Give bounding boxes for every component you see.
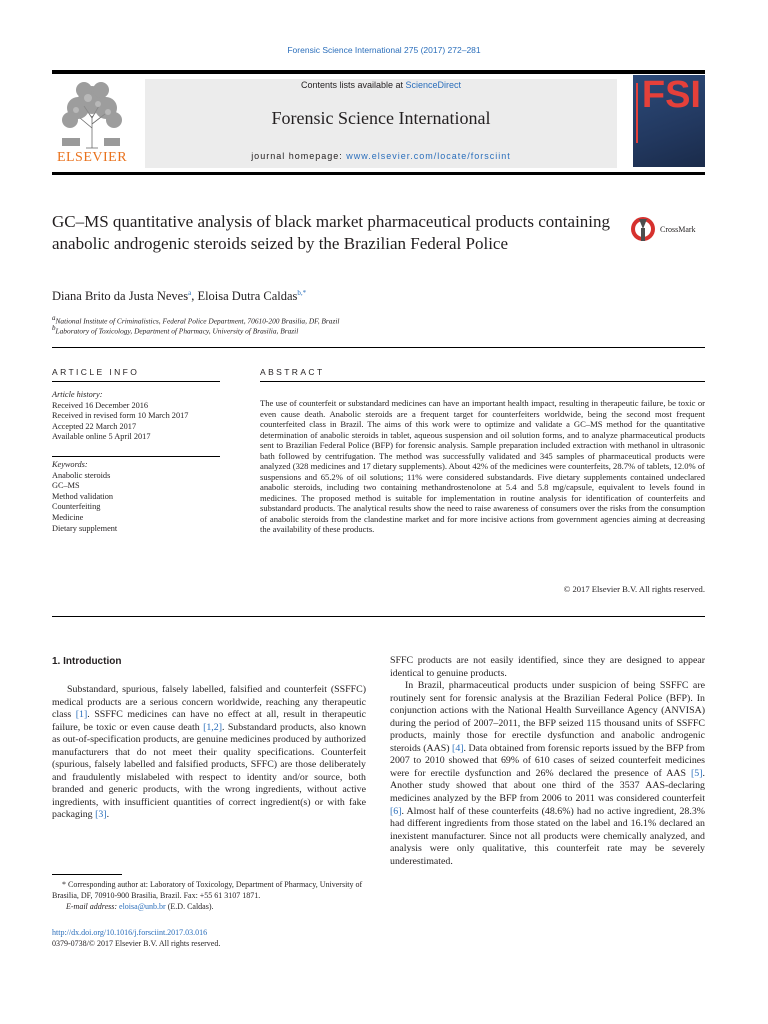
- journal-cover-image: [633, 75, 705, 167]
- keyword: Dietary supplement: [52, 523, 118, 533]
- body-text: .: [106, 809, 110, 821]
- keyword: Method validation: [52, 491, 114, 501]
- affiliation-text: National Institute of Criminalistics, Federal Police Department, 70610-200 Brasilia, DF, Brazil: [55, 316, 340, 326]
- body-text: . Data obtained from forensic reports issued by the BFP from 2007 to 2010 showed that 69% of 610 cases of seized counterfeit medicines were for erectile dysfunction and 26% declared the presence of AAS: [390, 742, 705, 779]
- history-item: Accepted 22 March 2017: [52, 421, 137, 431]
- citation-link[interactable]: [4]: [452, 742, 464, 754]
- author-affil-mark[interactable]: b,*: [297, 289, 307, 297]
- corresponding-author-text: * Corresponding author at: Laboratory of Toxicology, Department of Pharmacy, University of Brasilia, DF, 70910-900 Brasilia, Brazil. Fax: +55 61 3107 1871.: [52, 880, 363, 900]
- author-name[interactable]: Eloisa Dutra Caldas: [197, 289, 298, 304]
- elsevier-wordmark: ELSEVIER: [56, 150, 128, 165]
- contents-prefix: Contents lists available at: [300, 80, 406, 90]
- history-item: Received 16 December 2016: [52, 400, 149, 410]
- author-name[interactable]: Diana Brito da Justa Neves: [52, 289, 189, 304]
- affiliation-text: Laboratory of Toxicology, Department of Pharmacy, University of Brasilia, Brazil: [55, 326, 299, 336]
- header-top-rule: [52, 70, 705, 74]
- section-rule: [52, 347, 705, 348]
- contents-line: [145, 80, 617, 90]
- body-left-column: [52, 684, 366, 822]
- history-label: Article history:: [52, 390, 103, 399]
- doi-link[interactable]: http://dx.doi.org/10.1016/j.forsciint.2017.03.016: [52, 928, 208, 937]
- header-bottom-rule: [52, 172, 705, 175]
- paragraph: [390, 680, 705, 868]
- abstract-heading: ABSTRACT: [260, 367, 325, 377]
- email-line: [52, 901, 366, 912]
- journal-title: Forensic Science International: [271, 108, 491, 128]
- article-history: [52, 390, 220, 443]
- history-item: Available online 5 April 2017: [52, 432, 151, 442]
- keyword: Anabolic steroids: [52, 470, 111, 480]
- history-item: Received in revised form 10 March 2017: [52, 411, 189, 421]
- introduction-heading: 1. Introduction: [52, 656, 122, 667]
- body-text: . Substandard products, also known as out-of-specification products, are genuine medicines produced by authorized manufacturers that do not meet their quality specifications. Counterfeit (spurious, falsely labelled and falsified products, SFFC) are those deliberately and fraudulently mislabeled with respect to identity and/or source, both branded and generic products, with the wrong ingredients, without active ingredients, with insufficient quantities of correct ingredient(s) or with fake packaging: [52, 721, 367, 821]
- homepage-prefix: journal homepage:: [251, 151, 347, 161]
- article-info-heading: ARTICLE INFO: [52, 367, 140, 377]
- keywords-label: Keywords:: [52, 460, 88, 469]
- crossmark-label: CrossMark: [660, 225, 696, 234]
- abstract-text: The use of counterfeit or substandard medicines can have an important health impact, resulting in therapeutic failure, be toxic or even cause death. Anabolic steroids are a frequent target for counterfeiters worldwide, being the second most frequent counterfeited class in Brazil. The aims of this work were to optimize and validate a GC–MS method for the quantitative determination of anabolic steroids in tablet, aqueous suspension and oil solution forms, and to analyze pharmaceutical products sent to Brazilian Federal Police (BFP) for forensic analysis. Sample preparation included extraction with methanol in ultrasonic bath followed by centrifugation. The method was successfully validated and 345 samples of pharmaceutical products were analyzed (328 medicines and 17 dietary supplements). About 42% of the medicines were counterfeits, 28.7% of tablets, 12.0% of suspensions and 65.2% of oil solutions; 11% were considered substandards. Five dietary supplements contained undeclared anabolic steroids, including two containing methandrostenolone at 5.4 and 5.8 mg/capsule, equivalent to levels found in medicines. The proposed method is suitable for implementation in routine analysis for identification of counterfeits and substandard products. The analytical results show the need to raise awareness of consumers over the risks from the consumption of anabolic steroids from the clandestine market and for more incisive actions from government agencies aiming at decreasing the availability of these products.: [260, 398, 705, 534]
- abstract-copyright: © 2017 Elsevier B.V. All rights reserved.: [563, 584, 705, 594]
- homepage-link[interactable]: www.elsevier.com/locate/forsciint: [346, 151, 511, 161]
- footnote-rule: [52, 874, 122, 875]
- abstract-rule: [260, 381, 705, 382]
- citation-link[interactable]: [3]: [95, 809, 107, 821]
- body-text: . Another study showed that about one third of the 3537 AAS-declaring medicines analyzed by the BFP from 2006 to 2011 was considered counterfeit: [390, 767, 705, 805]
- author-separator: ,: [191, 289, 198, 304]
- paragraph: [390, 655, 705, 680]
- body-text: Substandard, spurious, falsely labelled, falsified and counterfeit (SSFFC) medical products are a serious concern worldwide, reaching any therapeutic class: [52, 684, 366, 721]
- doi-block: [52, 927, 366, 949]
- email-link[interactable]: eloisa@unb.br: [119, 902, 166, 911]
- cover-fsi-letters: FSI: [641, 75, 701, 116]
- body-text: In Brazil, pharmaceutical products under suspicion of being SSFFC are routinely sent for forensic analysis at the Brazilian Federal Police (BFP). In conjunction actions with the National Health Surveillance Agency (ANVISA) during the period of 2007–2011, the BFP seized 115 thousand units of SSFFC products, mainly those for erectile dysfunction and anabolic androgenic steroids (AAS): [390, 680, 705, 754]
- keywords-list: [52, 460, 220, 534]
- journal-reference[interactable]: Forensic Science International 275 (2017) 272–281: [287, 45, 481, 55]
- article-info-rule: [52, 381, 220, 382]
- author-affil-mark[interactable]: a: [188, 289, 192, 297]
- affiliation-mark: b: [52, 324, 56, 332]
- citation-link[interactable]: [1,2]: [203, 721, 222, 733]
- author-list: [52, 289, 306, 304]
- sciencedirect-link[interactable]: ScienceDirect: [405, 80, 462, 90]
- email-label: E-mail address:: [66, 902, 120, 911]
- section-rule: [52, 616, 705, 617]
- crossmark-badge[interactable]: [630, 215, 710, 245]
- keyword: GC–MS: [52, 481, 80, 491]
- citation-link[interactable]: [6]: [390, 805, 402, 817]
- affiliation-mark: a: [52, 314, 56, 322]
- affiliation: [52, 324, 298, 335]
- homepage-line: [145, 151, 617, 161]
- keyword: Medicine: [52, 512, 84, 522]
- paragraph: [52, 684, 366, 822]
- email-suffix: (E.D. Caldas).: [165, 902, 214, 911]
- crossmark-icon: [630, 215, 656, 243]
- citation-link[interactable]: [5]: [691, 767, 703, 779]
- corresponding-author-footnote: [52, 879, 366, 912]
- body-text: . SSFFC medicines can have no effect at all, result in therapeutic failure, be toxic or even cause death: [52, 709, 366, 733]
- body-right-column: [390, 655, 705, 868]
- body-text: . Almost half of these counterfeits (48.6%) had no active ingredient, 28.3% had different ingredients from those stated on the label and 16.1% declared an inexistent manufacturer. Since not all products were chemically analyzed, and analysis were only qualitative, this counterfeit rate may be severely underestimated.: [390, 805, 705, 867]
- body-text: SFFC products are not easily identified, since they are designed to appear identical to genuine products.: [390, 655, 705, 679]
- keyword: Counterfeiting: [52, 502, 101, 512]
- keywords-rule: [52, 456, 220, 457]
- article-title: GC–MS quantitative analysis of black market pharmaceutical products containing anabolic androgenic steroids seized by the Brazilian Federal Police: [52, 212, 611, 253]
- citation-link[interactable]: [1]: [75, 709, 88, 721]
- issn-line: 0379-0738/© 2017 Elsevier B.V. All rights reserved.: [52, 939, 221, 948]
